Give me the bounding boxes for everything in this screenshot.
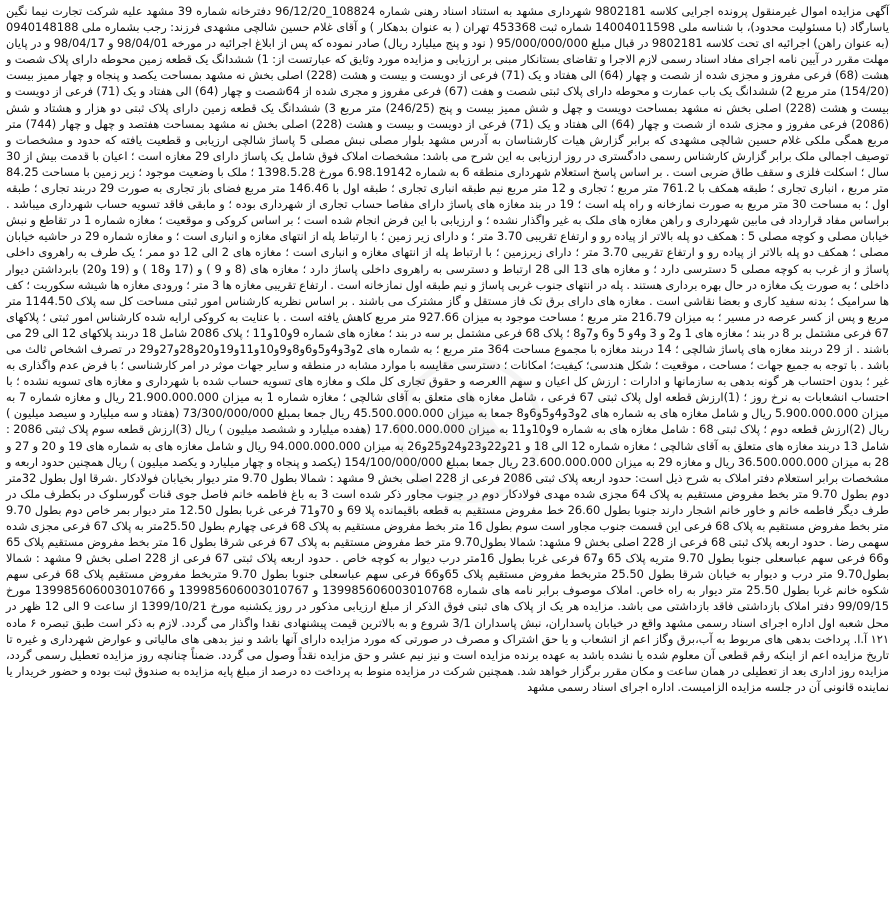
notice-paragraph: آگهی مزایده اموال غیرمنقول پرونده اجرایی کلاسه 9802181 شهرداری مشهد به استناد اسناد رهنی شماره 108824_96/12/20 دفترخانه شماره 39 مشهد علیه شرکت تجارت نیما نگین یاسارگاد (با مسئولیت محدود)، با شناسه ملی 14004011598 شماره ثبت 453368 تهران ( به عنوان بدهکار ) و آقای غلام حسین شالچی مشهدی فرزند: رجب بشماره ملی 0940148188 (به عنوان راهن) اجرائیه ای تحت کلاسه 9802181 در قبال مبلغ 95/000/000/000 ( نود و پنج میلیارد ریال) صادر نموده که پس از ابلاغ اجرائیه در مورخه 98/04/01 و 98/04/17 و در پایان مهلت مقرر در آیین نامه اجرای مفاد اسناد رسمی لازم الاجرا و تقاضای بستانکار مبنی بر ارزیابی و مزایده مورد وثایق که عبارتست از: 1) ششدانگ یک قطعه زمین محوطه دارای پلاک شصت و هشت (68) فرعی مفروز و مجزی شده از شصت و چهار (64) الی هفتاد و یک (71) فرعی از دویست و بیست و هشت (228) اصلی بخش نه مشهد بمساحت یکصد و پنجاه و چهار ممیز بیست (154/20) متر مربع 2) ششدانگ یک باب عمارت و محوطه دارای پلاک ثبتی شصت و هفت (67) فرعی مفروز و مجری شده از 64شصت و چهار (64) الی هفتاد و یک (71) فرعی از دویست و بیست و هشت (228) اصلی بخش نه مشهد بمساحت دویست و چهل و شش ممیز بیست و پنج (246/25) متر مربع 3) ششدانگ یک قطعه زمین دارای پلاک ثبتی دو هزار و هشتاد و شش (2086) فرعی مفروز و مجزی شده از شصت و چهار (64) الی هفتاد و یک (71) فرعی از دویست و بیست و هشت (228) اصلی بخش نه مشهد بمساحت هفتصد و چهل و چهار (744) متر مربع همگی ملکی غلام حسین شالچی مشهدی که برابر گزارش هیات کارشناسان به آدرس مشهد بلوار مصلی نبش مصلی 5 پاساژ شالچی ارزیابی و قطعیت یافته که حدود و مشخصات و توصیف اجمالی ملک برابر گزارش کارشناس رسمی دادگستری در روز ارزیابی به این شرح می باشد: مشخصات املاک فوق شامل یک پاساژ دارای 29 مغازه است ؛ اعیان با قدمت بیش از 30 سال ؛ اسکلت فلزی و سقف طاق ضربی است . بر اساس پاسخ استعلام شهرداری منطقه 6 به شماره 6.98.19142 مورخ 1398.5.28 ؛ ملک با وضعیت موجود ؛ زیر زمین با مساحت 84.25 متر مربع ، انباری تجاری ؛ طبقه همکف با 761.2 متر مربع ؛ تجاری و 12 متر مربع نیم طبقه انباری تجاری ؛ طبقه اول با 146.46 متر مربع فضای باز تجاری به صورت 29 دربند تجاری ؛ طبقه اول ؛ به مساحت 30 متر مربع به صورت نمازخانه و راه پله است ؛ 19 در بند مغازه های پاساژ دارای مفاصا حساب تجاری از شهرداری بوده ؛ و مابقی فاقد تسویه حساب شهرداری میباشد . براساس مفاد قرارداد فی مابین شهرداری و راهن مغازه های ملک به غیر واگذار نشده ؛ و ارزیابی با این فرض انجام شده است ؛ بر اساس کروکی و موقعیت ؛ مغازه شماره 1 در تقاطع و نبش خیابان مصلی و کوچه مصلی 5 : همکف دو پله بالاتر از پیاده رو و ارتفاع تقریبی 3.70 متر ؛ و دارای زیر زمین ؛ با ارتباط پله از انتهای مغازه و انباری است ؛ و مغازه شماره 29 در حاشیه خیابان مصلی ؛ همکف دو پله بالاتر از پیاده رو و ارتفاع تقریبی 3.70 متر ؛ دارای زیرزمین ؛ با ارتباط پله از انتهای مغازه و انباری است ؛ مغازه های 2 الی 12 دو ممر ؛ یک طرف به راهروی داخلی پاساژ و از غرب به کوچه مصلی 5 دسترسی دارد ؛ و مغازه های 13 الی 28 ارتباط و دسترسی به راهروی داخلی پاساژ دارد ؛ مغازه های (8 و 9 ) و (17 و18 ) و (19 و20) بابرداشتن دیوار داخلی ؛ به صورت یک مغازه در حال بهره برداری هستند . پله در انتهای جنوب غربی پاساژ و نیم طبقه اول نمازخانه است . ارتفاع تقریبی مغازه ها 3 متر ؛ ورودی مغازه ها شیشه سکوریت ؛ کف ها سرامیک ؛ بدنه سفید کاری و بعضا نقاشی است . مغازه های دارای برق تک فاز مستقل و گاز مشترک می باشند . بر اساس نظریه کارشناس امور ثبتی مساحت کل سه پلاک 1144.50 متر مربع و پس از کسر عرصه در مسیر ؛ به میزان 216.79 متر مربع ؛ مساحت موجود به میزان 927.66 متر مربع کاهش یافته است . با عنایت به کروکی ارایه شده کارشناس امور ثبتی ؛ پلاکهای 67 فرعی مشتمل بر 8 در بند ؛ مغازه های 1 و2 و 3 و4و 5 و6 و7و8 ؛ پلاک 68 فرعی مشتمل بر سه در بند ؛ مغازه های شماره 9و10و11 ؛ پلاک 2086 شامل 18 دربند پلاکهای 12 الی 29 می باشند . از 29 دربند مغازه های پاساژ شالچی ؛ 14 دربند مغازه با مجموع مساحت 364 متر مربع ؛ به شماره های 2و3و4و5و6و8و9و10و11و19و20و28و27و29 در تصرف اشخاص ثالث می باشد . با توجه به جمیع جهات ؛ مساحت ، موقعیت ؛ شکل هندسی؛ کیفیت؛ امکانات ؛ دسترسی مقایسه با موارد مشابه در منطقه و سایر جهات موثر در امر کارشناسی ؛ با فرض عدم واگذاری به غیر ؛ بدون احتساب هر گونه بدهی به سازمانها و ادارات : ارزش کل اعیان و سهم االعرصه و حقوق تجاری کل ملک و مغازه های تسویه حساب شده با شهرداری و مغازه های تسویه نشده ؛ با احتساب انشعابات به نرخ روز ؛ (1)ارزش قطعه اول پلاک ثبتی 67 فرعی ، شامل مغازه های متعلق به آقای شالچی ؛ مغازه شماره 1 به میزان 21.900.000.000 ریال و مغازه شماره 7 به میزان 5.900.000.000 ریال و شامل مغازه های به شماره های 2و3و4و5و6و8 جمعا به میزان 45.500.000.000 ریال جمعا بمبلغ 73/300/000/000 (هفتاد و سه میلیارد و سیصد میلیون ) ریال (2)ارزش قطعه دوم ؛ پلاک ثبتی 68 : شامل مغازه های به شماره 9و10و11 به میزان 17.600.000.000 (هفده میلیارد و ششصد میلیون ) ریال (3)ارزش قطعه سوم پلاک ثبتی 2086 : شامل 13 دربند مغازه های متعلق به آقای شالچی ؛ مغازه شماره 12 الی 18 و 21و22و23و24و25و26 به میزان 94.000.000.000 ریال و شامل مغازه های به شماره های 19 و 20 و 27 و 28 به میزان 36.500.000.000 ریال و مغازه 29 به میزان 23.600.000.000 ریال جمعا بمبلغ 154/100/000/000 (یکصد و پنجاه و چهار میلیارد و یکصد میلیون ) ریال همچنین حدود اربعه و مشخصات برابر استعلام دفتر املاک به شرح ذیل است: حدود اربعه پلاک ثبتی 2086 فرعی از 228 اصلی بخش 9 مشهد : شمالا بطول 9.70 متر دیوار بخیابان فولادکار .شرقا اول بطول 32متر دوم بطول 9.70 متر بخط مفروض مستقیم به پلاک 64 مجزی شده مهدی فولادکار دوم در جنوب مجاور ذکر شده است 3 به باغ فاطمه خانم فاصل جوی قنات گورسلوک در بکطرف ملک در طرف دیگر فاطمه خانم و خاور خانم اشجار دارند جنوبا بطول 26.60 خط مفروض مستقیم به قطعه باقیمانده پلا 69 و 70و71 فرعی غربا بطول 12.50 متر دیوار بمر خاص دوم بطول 9.70 متر بخط مفروض مستقیم به پلاک 68 فرعی این قسمت جنوب مجاور است سوم بطول 16 متر بخط مفروض مستقیم به پلاک 68 فرعی چهارم بطول 25.50متر به پلاک 67 فرعی مجزی شده سهمی رضا . حدود اربعه پلاک ثبتی 68 فرعی از 228 اصلی بخش 9 مشهد: شمالا بطول9.70 متر خط مفروض مستقیم به پلاک 67 فرعی شرقا بطول 16 متر بخط مفروض مستقیم پلاک 65 و66 فرعی سهم عباسعلی جنوبا بطول 9.70 متریه پلاک 65 و67 فرعی غربا بطول 16متر درب دیوار به کوچه خاص . حدود اربعه پلاک ثبتی 67 فرعی از 228 اصلی بخش 9 مشهد : شمالا بطول9.70 متر درب و دیوار به خیابان شرقا بطول 25.50 متربخط مفروض مستقیم پلاک 65و66 فرعی سهم عباسعلی جنوبا بطول 9.70 متربخط مفروض مستقیم پلاک 68 فرعی سهم شکوه خانم غربا بطول 25.50 متر دیوار به راه خاص. املاک موصوف برابر نامه های شماره 139985606003010768 و 139985606003010767 و 139985606003010766 مورخ 99/09/15 دفتر املاک بازداشتی فاقد بازداشتی می باشد. مزایده هر یک از پلاک های ثبتی فوق الذکر از مبلغ ارزیابی مذکور در روز یکشنبه مورخ 1399/10/21 از ساعت 9 الی 12 ظهر در محل شعبه اول اداره اجرای اسناد رسمی مشهد واقع در خیابان پاسداران، نبش پاسداران 3/1 شروع و به بالاترین قیمت پیشنهادی نقدا واگذار می گردد. لازم به ذکر است طبق تبصره ۶ ماده ۱۲۱ آ.ا. پرداخت بدهی های مربوط به آب،برق وگاز اعم از انشعاب و یا حق اشتراک و مصرف در صورتی که مورد مزایده دارای آنها باشد و نیز بدهی های مالیاتی و عوارض شهرداری و غیره تا تاریخ مزایده اعم از اینکه رقم قطعی آن معلوم شده یا نشده باشد به عهده برنده مزایده است و نیز نیم عشر و حق مزایده نقداً وصول می گردد. ضمناً چنانچه روز مزایده تعطیل رسمی گردد، مزایده روز اداری بعد از تعطیلی در همان ساعت و مکان مقرر برگزار خواهد شد. همچنین شرکت در مزایده منوط به پرداخت ده درصد از مبلغ پایه مزایده به صندوق ثبت بوده و حضور خریدار یا نماینده قانونی آن در جلسه مزایده الزامیست. اداره اجرای اسناد رسمی مشهد (6, 4, 890, 694)
auction-notice-text (4, 3, 891, 907)
